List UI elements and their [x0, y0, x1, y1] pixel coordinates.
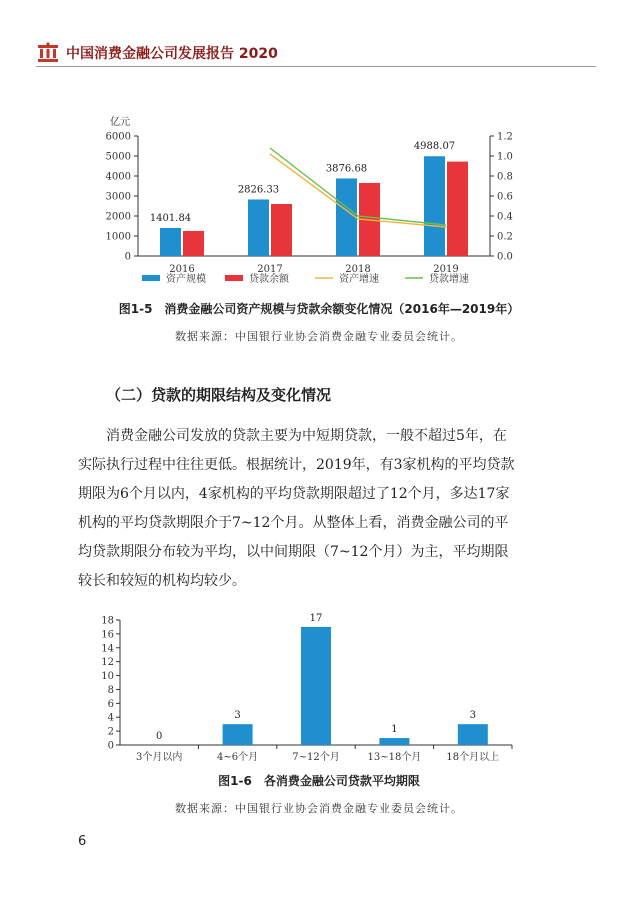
paragraph-line: 机构的平均贷款期限介于7~12个月。从整体上看，消费金融公司的平 — [78, 515, 509, 531]
chart2-x-tick-label: 13~18个月 — [367, 752, 422, 763]
chart1-bar-loan — [183, 231, 204, 256]
chart2-data-label: 3 — [234, 710, 241, 722]
chart1-bar-asset — [248, 199, 269, 256]
chart1-bar-loan — [271, 204, 292, 256]
chart2-bar — [301, 627, 331, 745]
chart2-bar — [223, 724, 253, 745]
section-title: （二）贷款的期限结构及变化情况 — [106, 386, 332, 404]
chart2-y-tick-label: 16 — [101, 629, 114, 641]
chart1-y2-tick-label: 0.6 — [497, 191, 513, 203]
chart2-x-tick-label: 3个月以内 — [136, 752, 183, 763]
chart1-legend-label: 资产规模 — [166, 274, 206, 285]
chart2-x-tick-label: 18个月以上 — [446, 752, 500, 763]
chart1-bar-asset — [424, 156, 445, 256]
chart1-legend-label: 贷款增速 — [429, 274, 469, 285]
chart1-y2-tick-label: 1.0 — [497, 151, 513, 163]
chart-loan-term — [80, 610, 540, 770]
chart1-bar-loan — [447, 162, 468, 256]
chart2-y-tick-label: 14 — [101, 643, 114, 655]
chart1-x-tick-label: 2018 — [345, 264, 371, 275]
figure1-source: 数据来源：中国银行业协会消费金融专业委员会统计。 — [175, 330, 463, 343]
chart1-y-tick-label: 4000 — [105, 171, 131, 183]
chart1-y-tick-label: 1000 — [105, 231, 131, 243]
body-paragraph — [78, 422, 548, 596]
chart2-data-label: 0 — [156, 731, 163, 742]
header-rule — [36, 66, 596, 67]
chart2-data-label: 3 — [469, 710, 476, 722]
chart1-bars — [160, 156, 468, 256]
chart2-y-tick-label: 4 — [107, 712, 114, 724]
chart1-data-label: 3876.68 — [325, 163, 368, 175]
chart2-y-tick-label: 12 — [101, 657, 114, 669]
chart1-y2-tick-label: 0.2 — [497, 231, 513, 243]
chart2-x-tick-label: 7~12个月 — [292, 752, 340, 763]
chart1-data-label: 1401.84 — [149, 212, 192, 224]
paragraph-line: 消费金融公司发放的贷款主要为中短期贷款，一般不超过5年，在 — [106, 428, 507, 444]
chart1-legend-swatch — [142, 275, 160, 281]
chart1-y2-tick-label: 0.4 — [497, 211, 513, 223]
chart2-bar — [458, 724, 488, 745]
chart1-legend-swatch — [225, 275, 243, 281]
chart2-y-tick-label: 10 — [101, 671, 114, 683]
chart2-y-tick-label: 2 — [107, 726, 114, 738]
chart1-y-tick-label: 5000 — [105, 151, 131, 163]
chart1-lines — [270, 148, 446, 227]
chart2-data-label: 17 — [309, 612, 323, 624]
chart1-y-tick-label: 6000 — [105, 131, 131, 143]
chart2-y-tick-label: 8 — [107, 684, 114, 696]
chart1-legend-label: 贷款余额 — [249, 274, 289, 285]
chart2-y-tick-label: 18 — [101, 615, 114, 627]
chart1-y2-tick-label: 1.2 — [497, 131, 513, 143]
chart1-bar-asset — [160, 228, 181, 256]
chart1-bar-asset — [336, 178, 357, 256]
chart1-unit-label: 亿元 — [110, 117, 130, 128]
chart1-y2-tick-label: 0.8 — [497, 171, 513, 183]
chart1-data-labels — [150, 141, 455, 224]
chart1-x-tick-label: 2016 — [169, 264, 195, 275]
bank-seal-icon — [36, 41, 60, 65]
running-header — [36, 40, 596, 66]
chart1-y-tick-label: 0 — [124, 251, 131, 263]
chart2-x-tick-label: 4~6个月 — [217, 752, 259, 763]
chart2-bars — [223, 627, 488, 745]
chart1-x-tick-label: 2017 — [257, 264, 283, 275]
figure1-caption: 图1-5 消费金融公司资产规模与贷款余额变化情况（2016年—2019年） — [118, 302, 520, 316]
chart1-x-tick-label: 2019 — [433, 264, 459, 275]
header-title: 中国消费金融公司发展报告 2020 — [66, 46, 278, 62]
chart-asset-loan — [80, 110, 540, 296]
chart1-line-loan-growth — [270, 148, 446, 225]
chart1-y-tick-label: 2000 — [105, 211, 131, 223]
chart2-y-tick-label: 0 — [107, 740, 114, 752]
chart1-legend — [142, 272, 469, 285]
paragraph-line: 较长和较短的机构均较少。 — [78, 573, 246, 589]
chart2-bar — [379, 738, 409, 745]
paragraph-line: 均贷款期限分布较为平均，以中间期限（7~12个月）为主，平均期限 — [78, 544, 509, 560]
chart2-data-label: 1 — [391, 724, 398, 736]
chart1-y2-tick-label: 0.0 — [497, 251, 513, 263]
chart1-legend-label: 资产增速 — [339, 274, 379, 285]
chart2-y-tick-label: 6 — [107, 698, 114, 710]
paragraph-line: 实际执行过程中往往更低。根据统计，2019年，有3家机构的平均贷款 — [78, 457, 515, 473]
paragraph-line: 期限为6个月以内，4家机构的平均贷款期限超过了12个月，多达17家 — [78, 486, 510, 502]
chart1-data-label: 2826.33 — [237, 184, 280, 196]
chart1-data-label: 4988.07 — [413, 141, 456, 153]
figure2-source: 数据来源：中国银行业协会消费金融专业委员会统计。 — [175, 802, 463, 815]
figure2-caption: 图1-6 各消费金融公司贷款平均期限 — [218, 774, 420, 788]
chart1-y-tick-label: 3000 — [105, 191, 131, 203]
page-number: 6 — [78, 834, 87, 849]
